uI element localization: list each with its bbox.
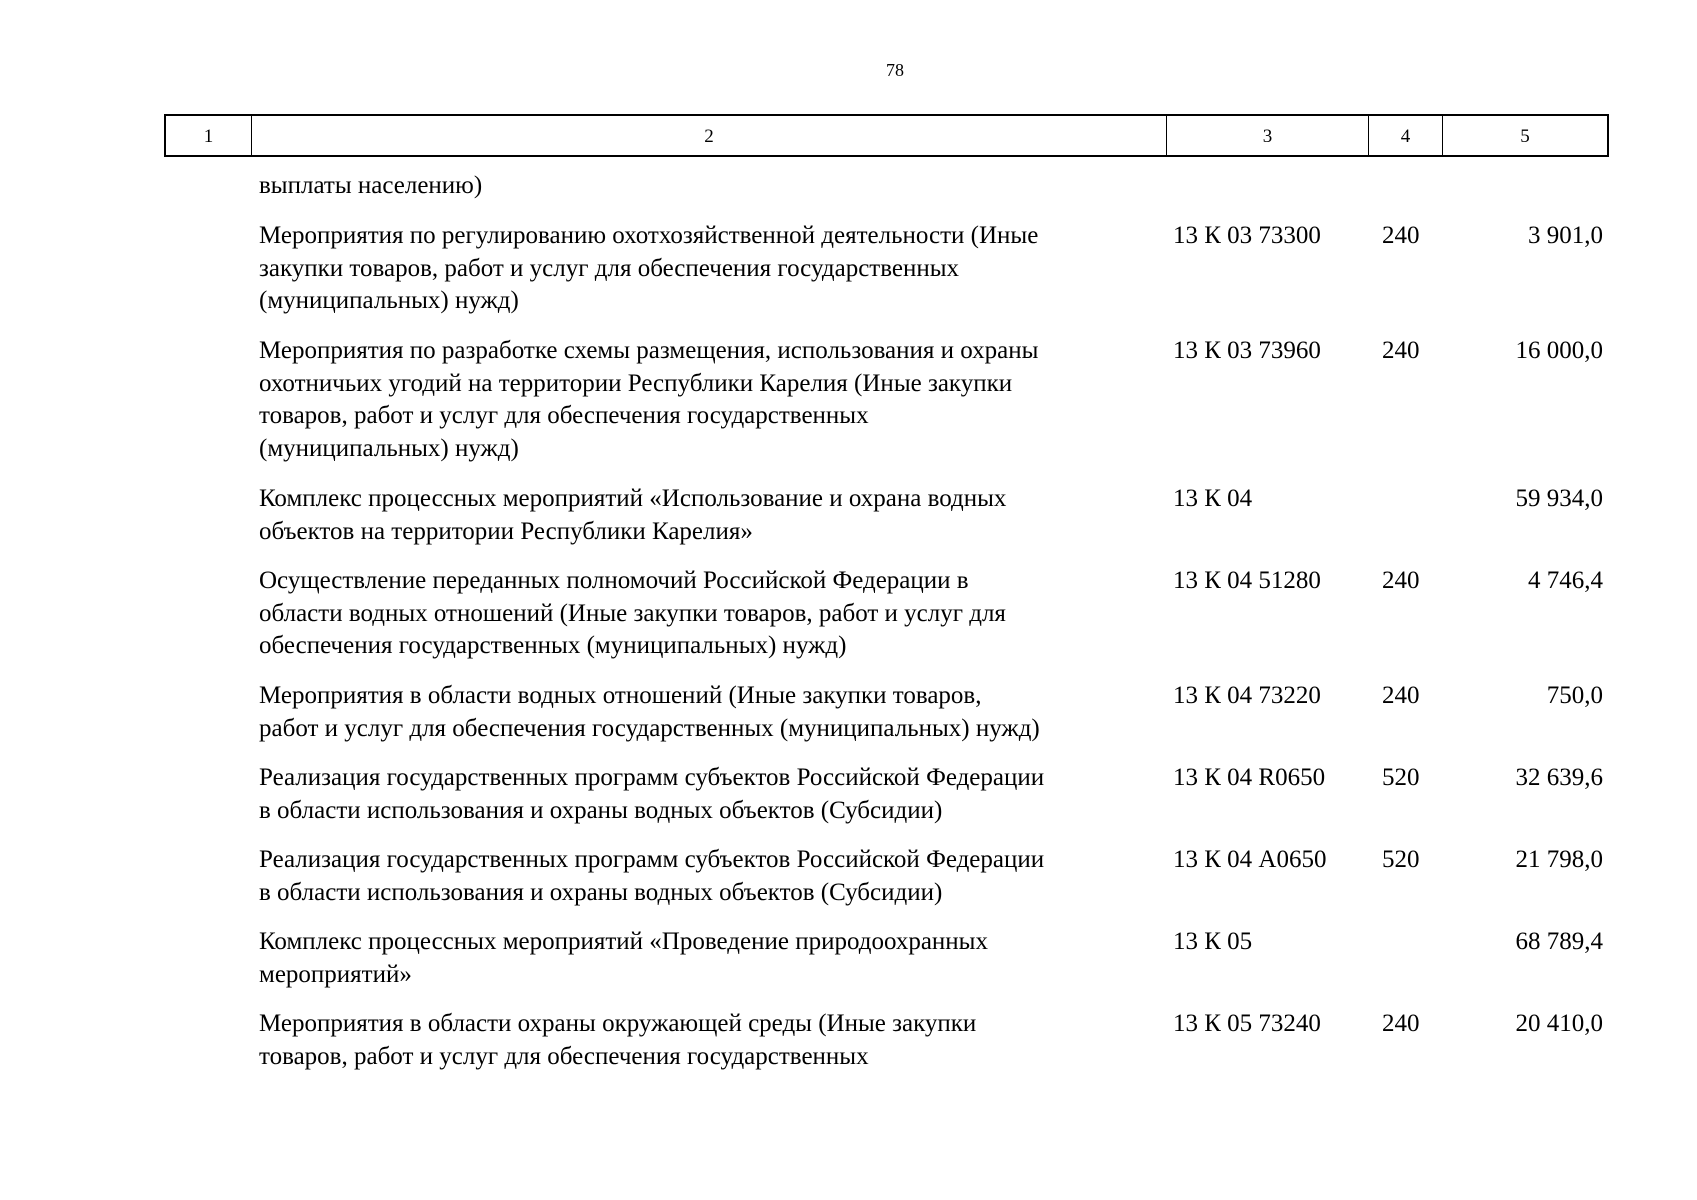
row-type: 240 <box>1382 1010 1420 1037</box>
row-code: 13 К 04 А0650 <box>1173 846 1327 873</box>
row-code: 13 К 05 73240 <box>1173 1010 1321 1037</box>
row-name: Мероприятия в области охраны окружающей среды (Иные закупки товаров, работ и услуг для обеспечения государственных <box>259 1010 977 1070</box>
row-name: Реализация государственных программ субъектов Российской Федерации в области использования и охраны водных объектов (Субсидии) <box>259 764 1045 824</box>
row-amount: 20 410,0 <box>1515 1010 1603 1037</box>
header-col-2: 2 <box>252 116 1167 155</box>
header-col-1: 1 <box>166 116 252 155</box>
row-name: Мероприятия по регулированию охотхозяйственной деятельности (Иные закупки товаров, работ и услуг для обеспечения государственных (муниципальных) нужд) <box>259 222 1039 314</box>
row-type: 240 <box>1382 682 1420 709</box>
page-number: 78 <box>886 60 904 80</box>
row-name: Реализация государственных программ субъектов Российской Федерации в области использования и охраны водных объектов (Субсидии) <box>259 846 1045 906</box>
row-code: 13 К 03 73960 <box>1173 337 1321 364</box>
row-amount: 3 901,0 <box>1528 222 1603 249</box>
row-type: 240 <box>1382 567 1420 594</box>
row-name: Мероприятия по разработке схемы размещения, использования и охраны охотничьих угодий на территории Республики Карелия (Иные закупки товаров, работ и услуг для обеспечения государственных (муниципальных) нужд) <box>259 337 1039 462</box>
row-code: 13 К 04 <box>1173 485 1253 512</box>
row-amount: 59 934,0 <box>1515 485 1603 512</box>
row-type: 520 <box>1382 846 1420 873</box>
row-type: 240 <box>1382 337 1420 364</box>
row-amount: 4 746,4 <box>1528 567 1603 594</box>
row-type: 520 <box>1382 764 1420 791</box>
row-name: Комплекс процессных мероприятий «Использование и охрана водных объектов на территории Республики Карелия» <box>259 485 1007 545</box>
row-amount: 16 000,0 <box>1515 337 1603 364</box>
row-amount: 68 789,4 <box>1515 928 1603 955</box>
row-name: Комплекс процессных мероприятий «Проведение природоохранных мероприятий» <box>259 928 988 988</box>
header-col-5: 5 <box>1520 125 1530 147</box>
row-name: Мероприятия в области водных отношений (Иные закупки товаров, работ и услуг для обеспечения государственных (муниципальных) нужд) <box>259 682 1040 742</box>
continuation-text: выплаты населению) <box>259 172 483 199</box>
row-type: 240 <box>1382 222 1420 249</box>
row-code: 13 К 04 51280 <box>1173 567 1321 594</box>
header-col-3: 3 <box>1167 116 1369 155</box>
row-code: 13 К 05 <box>1173 928 1253 955</box>
row-name: Осуществление переданных полномочий Российской Федерации в области водных отношений (Иные закупки товаров, работ и услуг для обеспечения государственных (муниципальных) нужд) <box>259 567 1006 659</box>
row-amount: 32 639,6 <box>1515 764 1603 791</box>
row-code: 13 К 03 73300 <box>1173 222 1321 249</box>
header-col-4: 4 <box>1369 116 1443 155</box>
table-header <box>164 114 1609 157</box>
row-code: 13 К 04 73220 <box>1173 682 1321 709</box>
row-code: 13 К 04 R0650 <box>1173 764 1326 791</box>
row-amount: 21 798,0 <box>1515 846 1603 873</box>
row-amount: 750,0 <box>1546 682 1603 709</box>
